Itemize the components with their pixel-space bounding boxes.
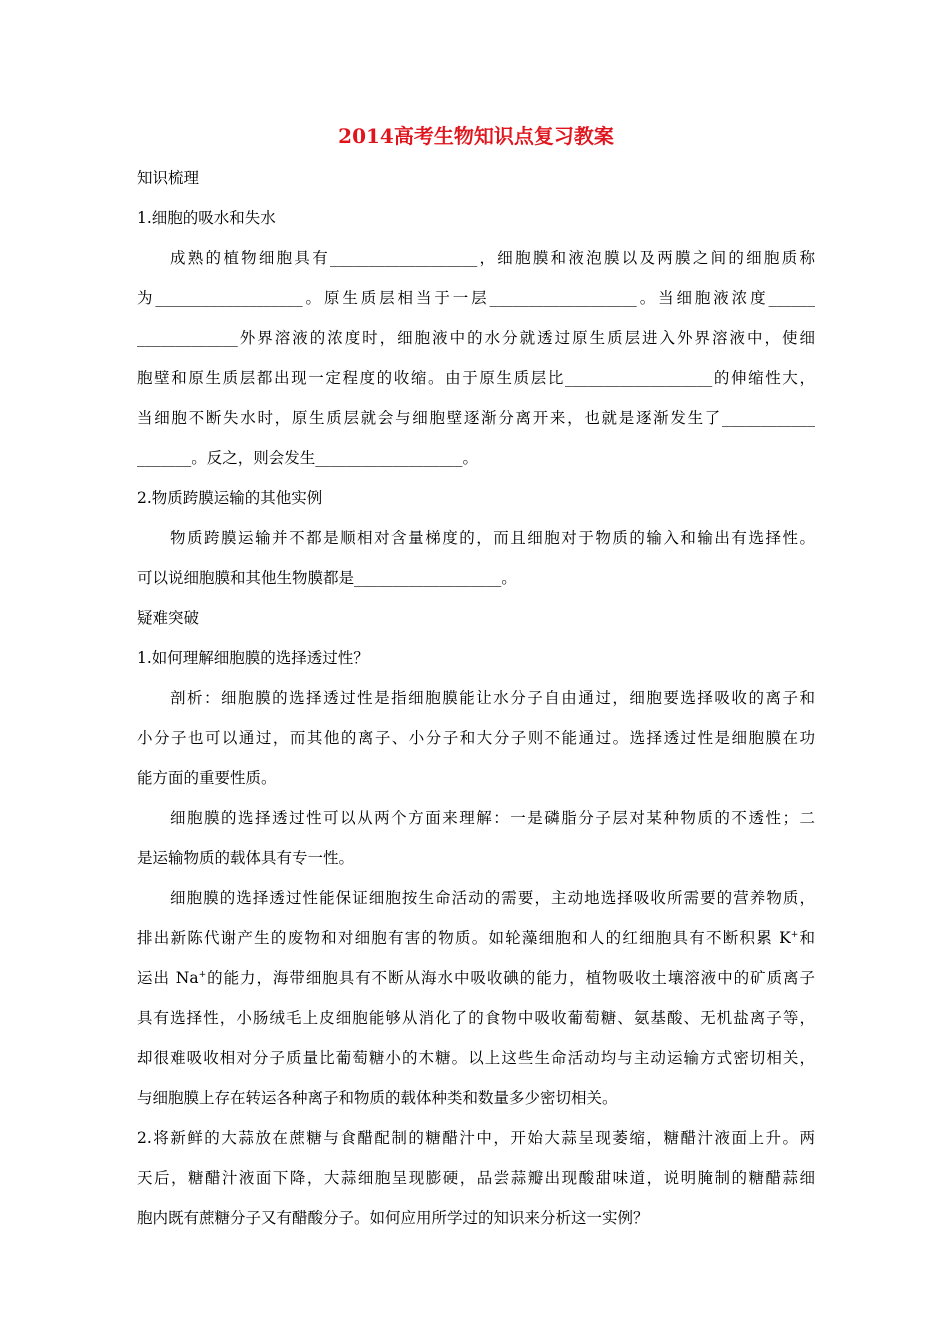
- paragraph-line: 能方面的重要性质。: [137, 769, 277, 787]
- paragraph-line: 是运输物质的载体具有专一性。: [137, 849, 355, 867]
- paragraph-line: 当细胞不断失水时，原生质层就会与细胞壁逐渐分离开来，也就是逐渐发生了____________: [137, 409, 815, 427]
- subsection-heading: 1.细胞的吸水和失水: [137, 209, 276, 227]
- document-page: [137, 118, 815, 1238]
- paragraph-line: _____________外界溶液的浓度时，细胞液中的水分就透过原生质层进入外界溶液中，使细: [137, 329, 815, 347]
- paragraph-line: 小分子也可以通过，而其他的离子、小分子和大分子则不能通过。选择透过性是细胞膜在功: [137, 729, 815, 747]
- text-run: 的能力，海带细胞具有不断从海水中吸收碘的能力，植物吸收土壤溶液中的矿质离子: [206, 969, 815, 987]
- document-title: 2014高考生物知识点复习教案: [338, 124, 614, 148]
- question-line: 天后，糖醋汁液面下降，大蒜细胞呈现膨硬，品尝蒜瓣出现酸甜味道，说明腌制的糖醋蒜细: [137, 1169, 815, 1187]
- text-run: 和: [798, 929, 815, 947]
- paragraph-line: [137, 918, 815, 958]
- ion-charge: +: [790, 929, 799, 940]
- paragraph-line: 可以说细胞膜和其他生物膜都是___________________。: [137, 569, 517, 587]
- question-heading: 1.如何理解细胞膜的选择透过性？: [137, 649, 369, 667]
- paragraph-line: 物质跨膜运输并不都是顺相对含量梯度的，而且细胞对于物质的输入和输出有选择性。: [170, 529, 815, 547]
- paragraph-line: 成熟的植物细胞具有___________________，细胞膜和液泡膜以及两膜之间的细胞质称: [170, 249, 815, 267]
- paragraph-line: 与细胞膜上存在转运各种离子和物质的载体种类和数量多少密切相关。: [137, 1089, 618, 1107]
- paragraph-line: _______。反之，则会发生___________________。: [137, 449, 479, 467]
- paragraph-line: 却很难吸收相对分子质量比葡萄糖小的木糖。以上这些生命活动均与主动运输方式密切相关，: [137, 1049, 815, 1067]
- paragraph-line: 剖析：细胞膜的选择透过性是指细胞膜能让水分子自由通过，细胞要选择吸收的离子和: [170, 689, 815, 707]
- paragraph-line: 具有选择性，小肠绒毛上皮细胞能够从消化了的食物中吸收葡萄糖、氨基酸、无机盐离子等，: [137, 1009, 815, 1027]
- text-run: 运出 Na: [137, 969, 199, 987]
- paragraph-line: [137, 958, 815, 998]
- section-heading: 疑难突破: [137, 609, 200, 627]
- paragraph-line: 细胞膜的选择透过性能保证细胞按生命活动的需要，主动地选择吸收所需要的营养物质，: [170, 889, 815, 907]
- paragraph-line: 为___________________。原生质层相当于一层___________________。当细胞液浓度______: [137, 289, 815, 307]
- subsection-heading: 2.物质跨膜运输的其他实例: [137, 489, 323, 507]
- paragraph-line: 细胞膜的选择透过性可以从两个方面来理解：一是磷脂分子层对某种物质的不透性；二: [170, 809, 815, 827]
- section-heading: 知识梳理: [137, 169, 200, 187]
- text-run: 排出新陈代谢产生的废物和对细胞有害的物质。如轮藻细胞和人的红细胞具有不断积累 K: [137, 929, 791, 947]
- paragraph-line: 胞壁和原生质层都出现一定程度的收缩。由于原生质层比___________________的伸缩性大，: [137, 369, 815, 387]
- question-line: 2.将新鲜的大蒜放在蔗糖与食醋配制的糖醋汁中，开始大蒜呈现萎缩，糖醋汁液面上升。两: [137, 1129, 815, 1147]
- ion-charge: +: [198, 969, 207, 980]
- question-line: 胞内既有蔗糖分子又有醋酸分子。如何应用所学过的知识来分析这一实例？: [137, 1209, 649, 1227]
